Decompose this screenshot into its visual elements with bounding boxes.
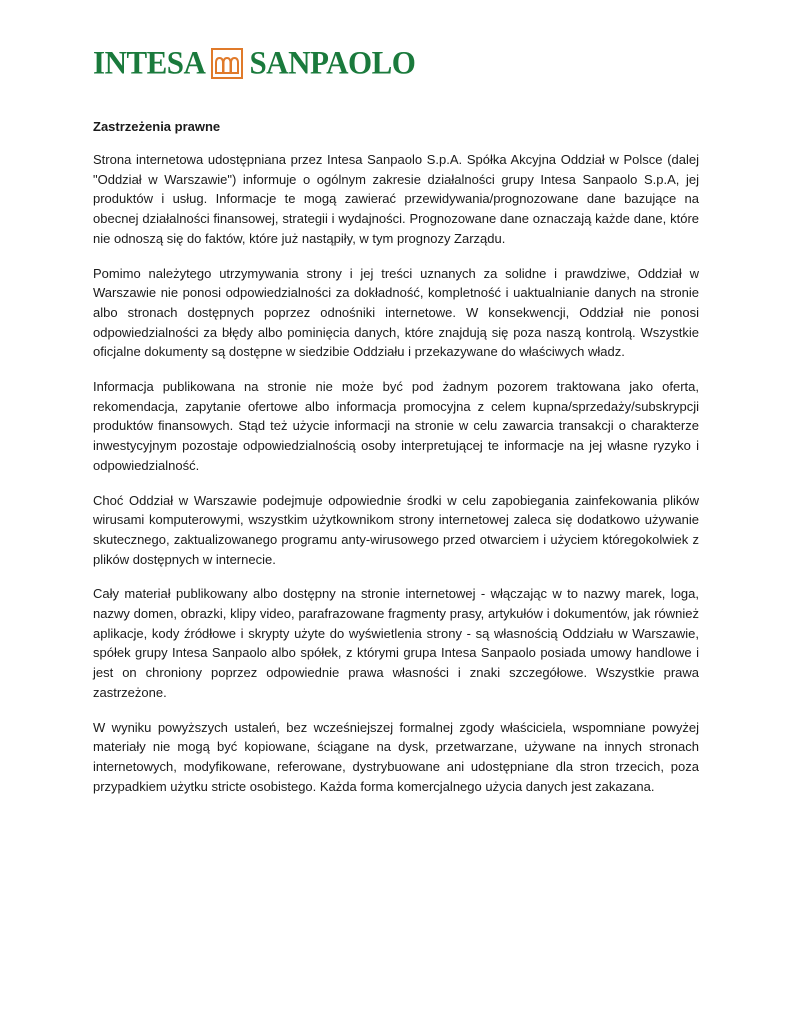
paragraph-1: Strona internetowa udostępniana przez Intesa Sanpaolo S.p.A. Spółka Akcyjna Oddział w Polsce (dalej "Oddział w Warszawie") informuje o ogólnym zakresie działalności grupy Intesa Sanpaolo S.p.A, jej produktów i usług. Informacje te mogą zawierać przewidywania/prognozowane dane bazujące na obecnej działalności finansowej, strategii i wydajności. Prognozowane dane oznaczają każde dane, które nie odnoszą się do faktów, które już nastąpiły, w tym prognozy Zarządu. [93,152,699,246]
paragraph-6: W wyniku powyższych ustaleń, bez wcześniejszej formalnej zgody właściciela, wspomniane powyżej materiały nie mogą być kopiowane, ściągane na dysk, przetwarzane, używane na innych stronach internetowych, modyfikowane, referowane, dystrybuowane ani udostępniane dla stron trzecich, poza przypadkiem użytku stricte osobistego. Każda forma komercjalnego użycia danych jest zakazana. [93,719,699,794]
intesa-sanpaolo-logo-mark-icon [211,48,243,79]
brand-name-left: INTESA [93,44,206,81]
paragraph-2: Pomimo należytego utrzymywania strony i jej treści uznanych za solidne i prawdziwe, Oddział w Warszawie nie ponosi odpowiedzialności za dokładność, kompletność i uaktualnianie danych na stronie albo stronach dostępnych poprzez odnośniki internetowe. W konsekwencji, Oddział nie ponosi odpowiedzialności za błędy albo pominięcia danych, które znajdują się poza naszą kontrolą. Wszystkie oficjalne dokumenty są dostępne w siedzibie Oddziału i przekazywane do właściwych władz. [93,265,699,360]
legal-disclaimer [93,117,699,811]
brand-name-right: SANPAOLO [249,44,416,81]
document-title: Zastrzeżenia prawne [93,119,221,134]
paragraph-5: Cały materiał publikowany albo dostępny na stronie internetowej - włączając w to nazwy marek, loga, nazwy domen, obrazki, klipy video, parafrazowane fragmenty prasy, artykułów i dokumentów, jak również aplikacje, kody źródłowe i skrypty użyte do wyświetlenia strony - są własnością Oddziału w Warszawie, spółek grupy Intesa Sanpaolo albo spółek, z którymi grupa Intesa Sanpaolo posiada umowy handlowe i jest on chroniony poprzez odpowiednie prawa własności i znaki szczegółowe. Wszystkie prawa zastrzeżone. [93,586,699,700]
brand-logo [93,45,415,81]
paragraph-4: Choć Oddział w Warszawie podejmuje odpowiednie środki w celu zapobiegania zainfekowania plików wirusami komputerowymi, wszystkim użytkownikom strony internetowej zaleca się dodatkowo używanie skutecznego, zaktualizowanego programu anty-wirusowego przed otwarciem i użyciem któregokolwiek z plików dostępnych w internecie. [93,492,699,567]
paragraph-3: Informacja publikowana na stronie nie może być pod żadnym pozorem traktowana jako oferta, rekomendacja, zapytanie ofertowe albo informacja promocyjna z celem kupna/sprzedaży/subskrypcji produktów finansowych. Stąd też użycie informacji na stronie w celu zawarcia transakcji o charakterze inwestycyjnym pozostaje odpowiedzialnością osoby interpretującej te informacje na jej własne ryzyko i odpowiedzialność. [93,379,699,473]
